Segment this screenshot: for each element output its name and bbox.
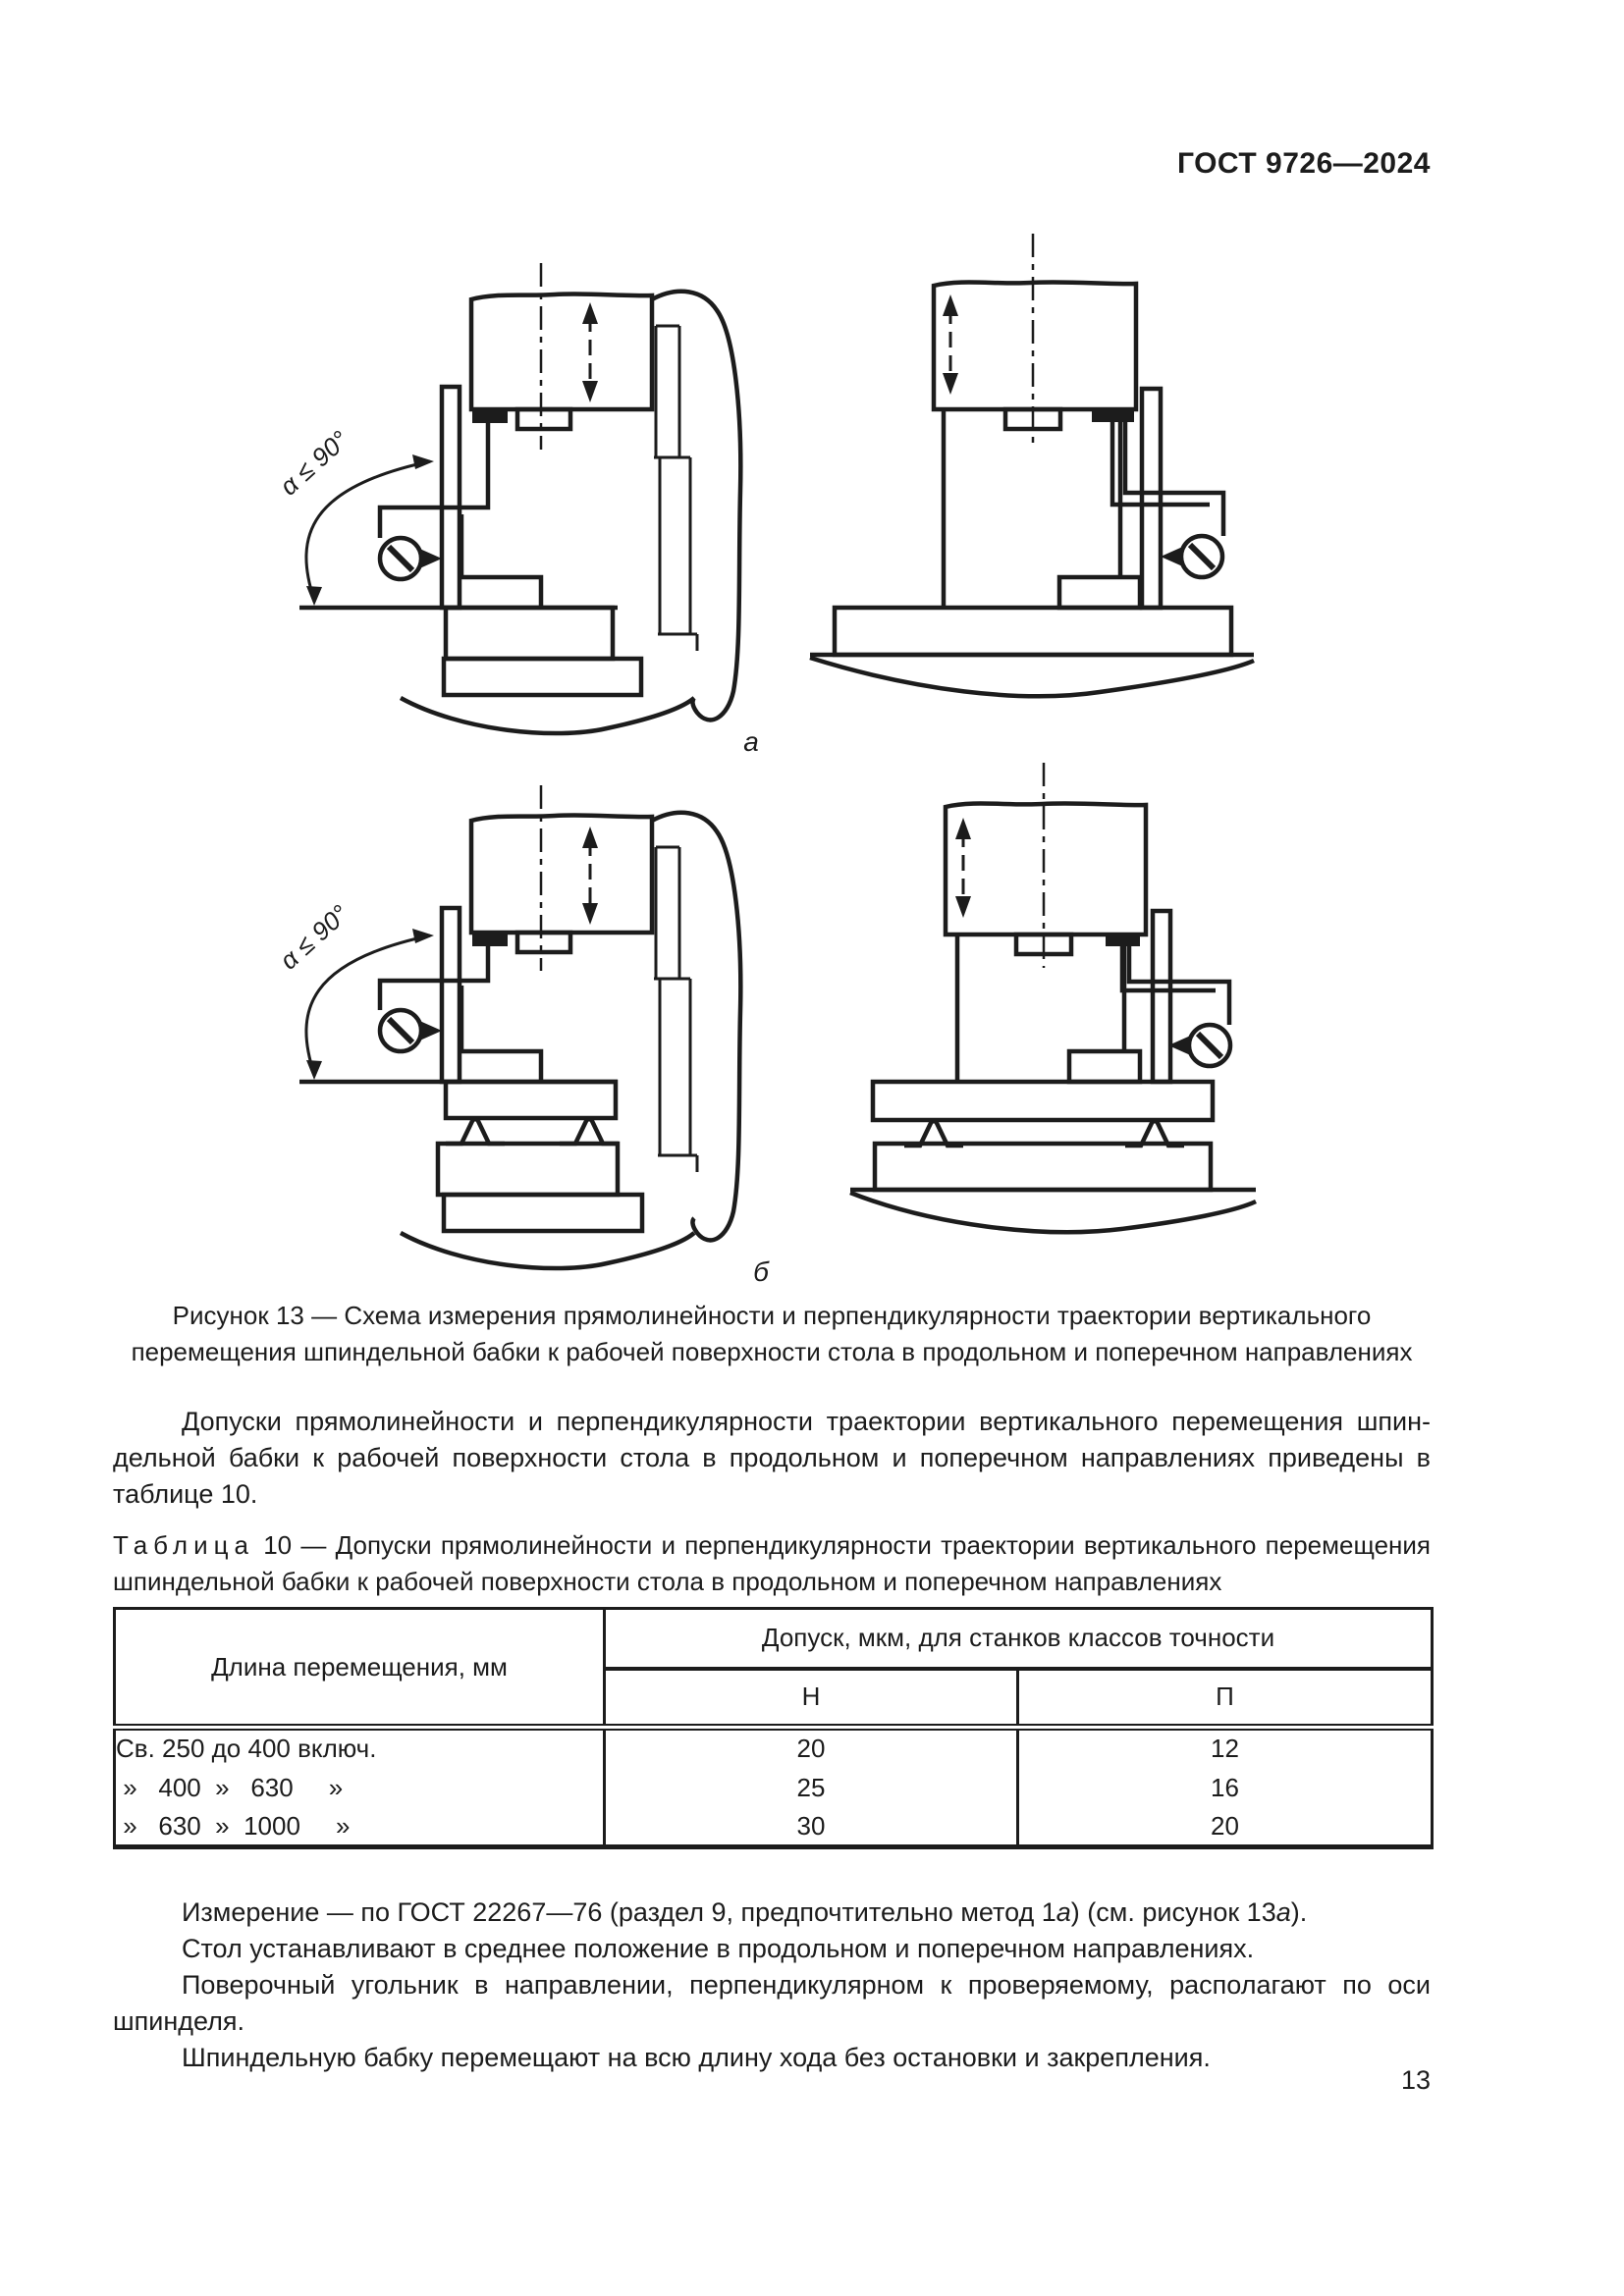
note-line: шпинделя. (113, 2006, 245, 2036)
table-block (873, 1082, 1213, 1120)
col-header-length: Длина перемещения, мм (115, 1609, 605, 1728)
value-cell: 25 (605, 1768, 1018, 1808)
break-wave (401, 698, 694, 733)
dial-indicator-icon (1161, 536, 1222, 577)
dial-indicator-icon (1168, 1025, 1230, 1066)
knee-step (461, 514, 541, 608)
doc-number: ГОСТ 9726—2024 (1176, 147, 1431, 180)
value-cell: 30 (605, 1808, 1018, 1847)
table-caption (113, 1527, 1431, 1600)
break-wave (401, 1233, 694, 1268)
value-cell: 20 (1211, 1810, 1239, 1841)
square-foot (1069, 1051, 1140, 1082)
angle-arc (306, 935, 430, 1074)
figure-label-b: б (753, 1256, 769, 1287)
table-caption-word: Таблица (113, 1530, 254, 1560)
figure-label-a: а (743, 726, 759, 757)
clamp-block (472, 409, 508, 423)
tolerances-paragraph (113, 1404, 1431, 1513)
indicator-bracket (1112, 422, 1223, 536)
note-line: Стол устанавливают в среднее положение в продольном и поперечном направлениях. (182, 1934, 1255, 1963)
break-wave (810, 658, 1254, 696)
range-cell: Св. 250 до 400 включ. (115, 1728, 605, 1768)
note-line: Измерение — по ГОСТ 22267—76 (раздел 9, предпочтительно метод 1а) (см. рисунок 13а). (182, 1897, 1308, 1927)
base-block (444, 659, 641, 695)
column-guideway (654, 847, 697, 1172)
clamp-block (472, 933, 508, 946)
note-line: Поверочный угольник в направлении, перпендикулярном к проверяемому, располагают по оси (182, 1970, 1431, 2000)
table-block (446, 1082, 616, 1118)
figure-caption-line1: Рисунок 13 — Схема измерения прямолинейности и перпендикулярности траектории вертикального (172, 1301, 1372, 1330)
range-cell: » 630 » 1000 » (115, 1808, 605, 1847)
column (957, 934, 1124, 1082)
figure-caption (113, 1298, 1431, 1370)
spindle-head (471, 294, 652, 409)
range-cell: » 400 » 630 » (115, 1768, 605, 1808)
value-cell: 16 (1211, 1772, 1239, 1802)
try-square (442, 387, 460, 608)
base-block (438, 1144, 618, 1195)
table-block (835, 608, 1231, 655)
tolerance-table (113, 1607, 1434, 1849)
spindle-quill (517, 933, 570, 952)
table-caption-line1 (113, 1527, 1431, 1564)
base-block-2 (444, 1195, 642, 1231)
paragraph-line: Допуски прямолинейности и перпендикулярности траектории вертикального перемещения шпин- (182, 1407, 1431, 1436)
paragraph-line: дельной бабки к рабочей поверхности стола в продольном и поперечном направлениях приведены в (113, 1443, 1431, 1472)
try-square (442, 908, 460, 1082)
table-row (115, 1728, 1433, 1768)
spindle-head (471, 815, 652, 933)
dial-indicator-icon (380, 538, 442, 579)
measurement-notes (113, 1895, 1431, 2076)
try-square (1142, 389, 1161, 608)
angle-label: α ≤ 90° (273, 898, 354, 976)
table-caption-dash: — (300, 1530, 327, 1560)
base-plate (875, 1144, 1211, 1190)
paragraph-line: таблице 10. (113, 1479, 258, 1509)
machine-a-front-view (810, 234, 1254, 696)
indicator-bracket (1122, 946, 1229, 1025)
v-support-icon (446, 1119, 505, 1144)
square-foot (1059, 577, 1140, 608)
indicator-bracket (380, 946, 488, 1010)
column-guideway (654, 326, 697, 651)
col-header-class-n: Н (605, 1669, 1018, 1728)
spindle-head (934, 282, 1136, 409)
page-number: 13 (1400, 2065, 1431, 2095)
col-header-tolerance: Допуск, мкм, для станков классов точности (605, 1609, 1433, 1669)
value-cell: 12 (1211, 1734, 1239, 1764)
table-row (115, 1808, 1433, 1847)
indicator-bracket (380, 423, 488, 538)
clamp-block (1106, 934, 1140, 946)
machine-a-side-view (274, 263, 740, 733)
knee-step (461, 986, 541, 1082)
figure-caption-line2: перемещения шпиндельной бабки к рабочей поверхности стола в продольном и поперечном направлениях (131, 1337, 1413, 1366)
table-caption-number: 10 (263, 1530, 293, 1560)
angle-label: α ≤ 90° (273, 424, 354, 502)
table-row (115, 1768, 1433, 1808)
note-line: Шпиндельную бабку перемещают на всю длину хода без остановки и закрепления. (182, 2043, 1211, 2072)
v-support-icon (560, 1119, 619, 1144)
value-cell: 20 (605, 1728, 1018, 1768)
table-block (446, 608, 613, 659)
clamp-block (1092, 409, 1134, 422)
angle-arc (306, 461, 430, 600)
break-wave (850, 1193, 1256, 1232)
dial-indicator-icon (380, 1010, 442, 1051)
spindle-head (946, 803, 1146, 934)
spindle-quill (517, 409, 570, 429)
table-caption-text: Допуски прямолинейности и перпендикулярности траектории вертикального перемещения (335, 1530, 1431, 1560)
try-square (1153, 911, 1170, 1082)
machine-b-side-view (274, 785, 740, 1268)
column-break-outline (652, 292, 740, 721)
machine-b-front-view (850, 763, 1256, 1232)
column-break-outline (652, 813, 740, 1241)
col-header-class-p: П (1018, 1669, 1433, 1728)
table-caption-line2: шпиндельной бабки к рабочей поверхности стола в продольном и поперечном направлениях (113, 1567, 1222, 1596)
